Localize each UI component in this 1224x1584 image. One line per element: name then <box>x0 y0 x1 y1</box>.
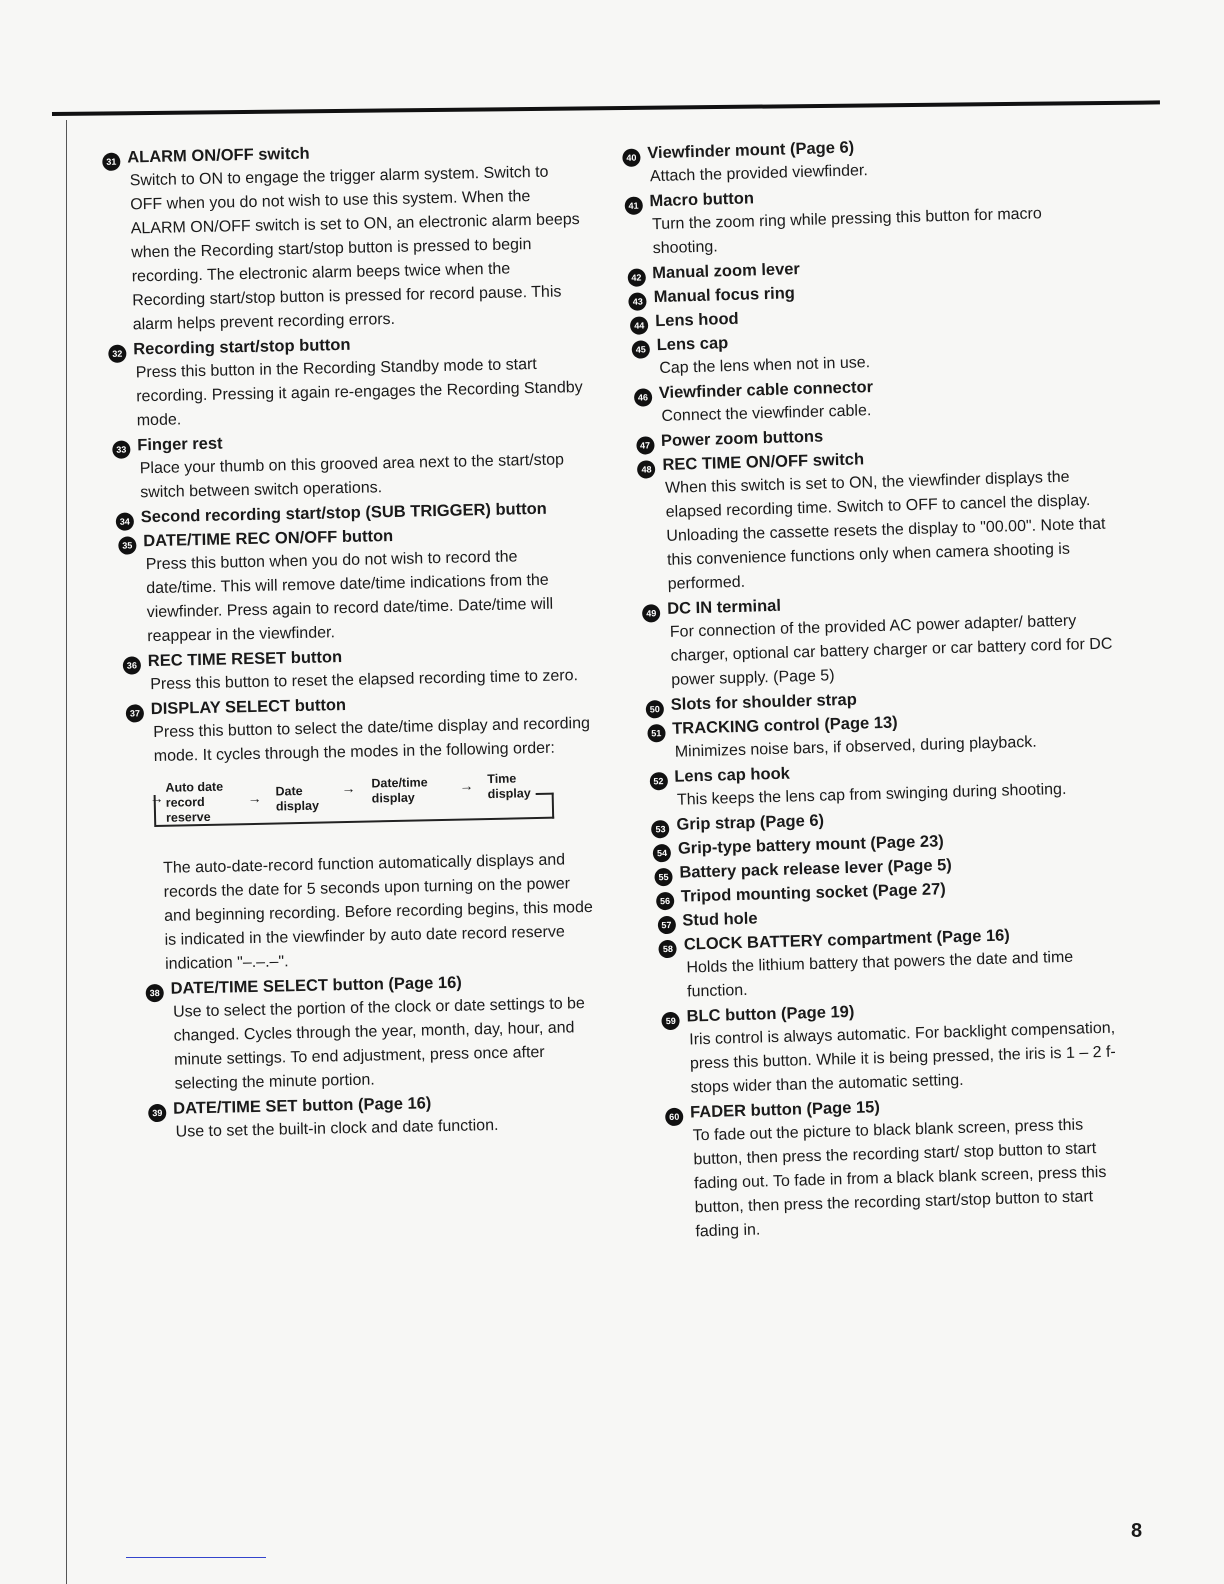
circled-number-icon: 55 <box>654 868 672 886</box>
list-item <box>126 688 593 770</box>
arrow-icon: → <box>459 777 474 794</box>
item-title: Lens cap hook <box>674 764 791 786</box>
mode-label-line: display <box>275 798 320 814</box>
item-title: Battery pack release lever (Page 5) <box>679 856 952 882</box>
item-title: ALARM ON/OFF switch <box>127 144 310 167</box>
list-item <box>642 584 1119 693</box>
item-description: This keeps the lens cap from swinging during shooting. <box>676 780 1067 809</box>
left-column <box>102 136 601 1146</box>
circled-number-icon: 47 <box>636 436 654 454</box>
circled-number-icon: 58 <box>659 940 677 958</box>
list-item <box>624 177 1107 262</box>
mode-time-display <box>487 771 531 802</box>
item-description: Holds the lithium battery that powers the date and time function. <box>686 948 1074 1001</box>
list-item <box>108 328 586 434</box>
circled-number-icon: 56 <box>656 892 674 910</box>
item-description: Use to set the built-in clock and date function. <box>175 1116 499 1141</box>
item-title: Lens hood <box>654 309 739 331</box>
left-item-list-2 <box>145 968 600 1145</box>
item-description: Cap the lens when not in use. <box>659 354 871 378</box>
item-description: Minimizes noise bars, if observed, during playback. <box>674 733 1037 761</box>
circled-number-icon: 42 <box>627 268 645 286</box>
item-title: DATE/TIME SET button (Page 16) <box>172 1094 432 1118</box>
item-description: Use to select the portion of the clock or date settings to be changed. Cycles through the year, month, day, hour, and minute settings. To end adjustment, press once after selecting the minute portion. <box>172 995 586 1093</box>
item-title: DATE/TIME SELECT button (Page 16) <box>170 973 462 998</box>
item-title: REC TIME ON/OFF switch <box>662 450 865 474</box>
circled-number-icon: 40 <box>622 148 640 166</box>
circled-number-icon: 36 <box>123 656 141 674</box>
item-title: DISPLAY SELECT button <box>150 696 347 719</box>
circled-number-icon: 50 <box>646 700 664 718</box>
item-description: Press this button in the Recording Standby mode to start recording. Pressing it again re-engages the Recording Standby mode. <box>135 355 583 430</box>
item-title: Grip-type battery mount (Page 23) <box>677 832 944 858</box>
item-title: Lens cap <box>656 334 729 355</box>
item-description: For connection of the provided AC power adapter/ battery charger, optional car battery charger or car battery cord for DC power supply. (Page 5) <box>669 612 1113 689</box>
item-title: Stud hole <box>682 909 758 930</box>
list-item <box>148 1088 601 1145</box>
mode-label-line: record <box>165 794 205 810</box>
item-37-note: The auto-date-record function automatically displays and records the date for 5 seconds upon turning on the power and beginning recording. Before recording begins, this mode is indicated in the viewfinder by auto date record reserve indication "–.–.–". <box>162 851 593 973</box>
list-item <box>658 920 1127 1005</box>
item-title: Slots for shoulder strap <box>670 690 858 714</box>
item-title: Macro button <box>649 189 755 211</box>
circled-number-icon: 54 <box>653 844 671 862</box>
item-description: When this switch is set to ON, the viewfinder displays the elapsed recording time. Switch to OFF to cancel the display. Unloading the cassette resets the display to "00.00". Note that this convenience functions only when camera shooting is performed. <box>664 468 1106 593</box>
mode-label-line: display <box>371 790 415 806</box>
display-mode-cycle-diagram <box>147 773 558 840</box>
mode-label-line: Date/time <box>371 775 428 791</box>
mode-label-line: reserve <box>165 809 211 825</box>
item-title: TRACKING control (Page 13) <box>671 713 898 738</box>
arrow-icon: → <box>247 789 262 807</box>
circled-number-icon: 38 <box>146 984 164 1002</box>
circled-number-icon: 33 <box>112 440 130 458</box>
arrow-icon: → <box>341 779 356 797</box>
circled-number-icon: 45 <box>632 340 650 358</box>
list-item <box>145 968 599 1097</box>
circled-number-icon: 35 <box>118 536 136 554</box>
item-title: BLC button (Page 19) <box>686 1002 855 1026</box>
circled-number-icon: 52 <box>649 772 667 790</box>
mode-auto-date-record-reserve <box>165 780 224 826</box>
circled-number-icon: 49 <box>642 604 660 622</box>
mode-label-line: Auto date <box>165 779 224 795</box>
circled-number-icon: 48 <box>637 460 655 478</box>
item-title: Viewfinder mount (Page 6) <box>647 138 855 163</box>
list-item <box>123 640 592 698</box>
circled-number-icon: 31 <box>102 153 120 171</box>
item-title: FADER button (Page 15) <box>689 1098 881 1122</box>
item-description: Turn the zoom ring while pressing this button for macro shooting. <box>651 205 1043 258</box>
item-description: Press this button when you do not wish to record the date/time. This will remove date/time indications from the viewfinder. Press again to record date/time. Date/time will reappear in the viewfinder. <box>145 548 554 646</box>
circled-number-icon: 34 <box>116 512 134 530</box>
item-title: Power zoom buttons <box>660 427 824 451</box>
circled-number-icon: 43 <box>629 292 647 310</box>
item-description: To fade out the picture to black blank screen, press this button, then press the recording start/ stop button to start fading out. To fade in from a black blank screen, press this button, then press the recording start/stop button to start fading in. <box>692 1116 1107 1241</box>
right-item-list <box>622 129 1135 1246</box>
top-rule <box>52 100 1160 116</box>
item-title: Viewfinder cable connector <box>658 378 874 403</box>
list-item <box>665 1088 1135 1245</box>
item-title: Manual focus ring <box>653 284 796 307</box>
list-item <box>112 424 587 506</box>
item-title: Tripod mounting socket (Page 27) <box>680 880 946 906</box>
item-title: REC TIME RESET button <box>147 648 343 671</box>
mode-label-line: Date <box>275 783 303 799</box>
circled-number-icon: 57 <box>657 916 675 934</box>
item-title: DC IN terminal <box>666 596 782 618</box>
circled-number-icon: 46 <box>634 388 652 406</box>
page-number: 8 <box>1131 1520 1143 1542</box>
circled-number-icon: 51 <box>647 724 665 742</box>
list-item <box>102 136 584 338</box>
right-column <box>622 129 1135 1246</box>
item-description: Place your thumb on this grooved area next to the start/stop switch between switch operations. <box>139 451 565 502</box>
circled-number-icon: 39 <box>148 1104 166 1122</box>
cycle-loop-line <box>552 793 555 819</box>
circled-number-icon: 32 <box>108 345 126 363</box>
item-title: DATE/TIME REC ON/OFF button <box>143 526 394 551</box>
item-description: Press this button to select the date/time display and recording mode. It cycles through the modes in the following order: <box>153 714 591 766</box>
item-title: Grip strap (Page 6) <box>676 811 825 834</box>
item-title: Recording start/stop button <box>133 335 351 359</box>
item-title: Second recording start/stop (SUB TRIGGER) button <box>140 499 547 527</box>
mode-label-line: Time <box>487 771 517 787</box>
cycle-loop-line <box>536 793 554 795</box>
item-description: Connect the viewfinder cable. <box>661 402 872 426</box>
circled-number-icon: 44 <box>630 316 648 334</box>
mode-date-time-display <box>371 775 428 806</box>
item-description: Iris control is always automatic. For backlight compensation, press this button. While it is being pressed, the iris is 1 – 2 f-stops wider than the automatic setting. <box>689 1019 1116 1097</box>
circled-number-icon: 37 <box>126 704 144 722</box>
item-description: Press this button to reset the elapsed recording time to zero. <box>150 667 579 694</box>
list-item <box>661 992 1130 1101</box>
arrow-icon: → <box>149 789 164 807</box>
circled-number-icon: 41 <box>624 196 642 214</box>
list-item <box>637 440 1116 597</box>
item-title: Manual zoom lever <box>652 260 801 283</box>
item-title: CLOCK BATTERY compartment (Page 16) <box>683 926 1011 954</box>
mode-date-display <box>275 784 319 815</box>
circled-number-icon: 59 <box>662 1012 680 1030</box>
page-left-edge <box>66 120 67 1584</box>
left-item-list <box>102 136 593 770</box>
list-item <box>118 520 590 650</box>
item-title: Finger rest <box>137 434 223 455</box>
circled-number-icon: 53 <box>651 820 669 838</box>
mode-label-line: display <box>487 786 531 802</box>
item-description: Attach the provided viewfinder. <box>649 162 869 186</box>
footer-underline <box>126 1557 266 1558</box>
circled-number-icon: 60 <box>665 1108 683 1126</box>
item-description: Switch to ON to engage the trigger alarm system. Switch to OFF when you do not wish to use this system. When the ALARM ON/OFF switch is set to ON, an electronic alarm beeps when the Recording start/stop button is pressed to begin recording. The electronic alarm beeps twice when the Recording start/stop button is pressed for record pause. This alarm helps prevent recording errors. <box>129 163 580 334</box>
